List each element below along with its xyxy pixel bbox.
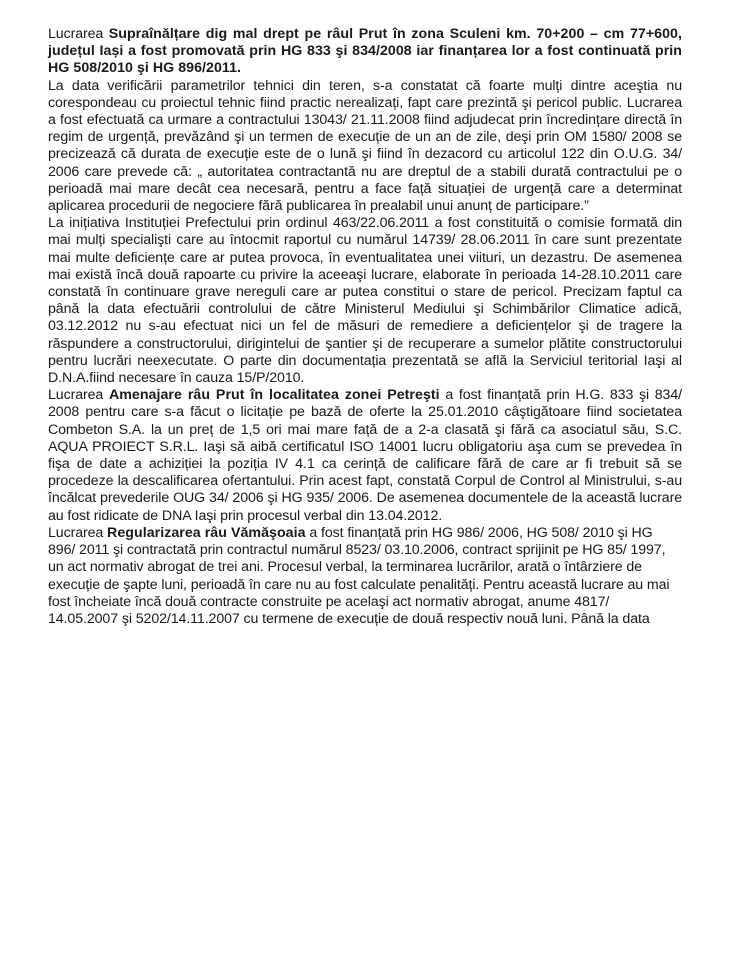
paragraph-prefect-initiative (48, 215, 682, 387)
paragraph-body: La data verificării parametrilor tehnici din teren, s-a constatat că foarte mulți dintre aceştia nu corespondeau cu proiectul tehnic fiind practic nerealizați, fapt care prezintă şi pericol public. Lucrarea a fost efectuată ca urmare a contractului 13043/ 21.11.2008 fiind adjudecat prin încredințare directă în regim de urgență, prevăzând şi un termen de execuție de un an de zile, deşi prin OM 1580/ 2008 se precizează că durata de execuție este de o lună şi fiind în dezacord cu articolul 122 din O.U.G. 34/ 2006 care prevede că: „ autoritatea contractantă nu are dreptul de a stabili durată contractului pe o perioadă mai mare decât cea necesară, pentru a face față situației de urgență care a determinat aplicarea procedurii de negociere fără publicarea în prealabil unui anunț de participare.” (48, 77, 682, 215)
paragraph-lead: Lucrarea (48, 387, 109, 404)
paragraph-body: a fost finanțată prin HG 986/ 2006, HG 508/ 2010 şi HG 896/ 2011 şi contractată prin contractul numărul 8523/ 03.10.2006, contract sprijinit pe HG 85/ 1997, un act normativ abrogat de trei ani. Procesul verbal, la terminarea lucrărilor, arată o întârziere de execuție de şapte luni, perioadă în care nu au fost calculate penalități. Pentru această lucrare au mai fost încheiate încă două contracte construite pe acelaşi act normativ abrogat, anume 4817/ 14.05.2007 şi 5202/14.11.2007 cu termene de execuție de două respectiv nouă luni. Până la data (48, 524, 670, 627)
paragraph-verification (48, 78, 682, 216)
project-title-sculeni: Supraînălțare dig mal drept pe râul Prut în zona Sculeni km. 70+200 – cm 77+600, județul Iași a fost promovată prin HG 833 şi 834/2008 iar finanțarea lor a fost continuată prin HG 508/2010 şi HG 896/2011. (48, 26, 682, 77)
document-page (48, 26, 682, 628)
paragraph-lead: Lucrarea (48, 524, 108, 541)
paragraph-body: La inițiativa Instituției Prefectului prin ordinul 463/22.06.2011 a fost constituită o comisie formată din mai mulți specialişti care au întocmit raportul cu numărul 14739/ 28.06.2011 în care sunt prezentate mai multe deficiențe care ar putea provoca, în eventualitatea unei viituri, un dezastru. De asemenea mai există încă două rapoarte cu privire la aceeaşi lucrare, elaborate în perioada 14-28.10.2011 care constată în continuare grave nereguli care ar putea constitui o stare de pericol. Precizam faptul ca până la data efectuării controlului de către Ministerul Mediului şi Schimbărilor Climatice adică, 03.12.2012 nu s-au efectuat nici un fel de măsuri de remediere a deficiențelor şi de tragere la răspundere a constructorului, dirigintelui de şantier şi de recuperare a sumelor plătite constructorului pentru lucrări neexecutate. O parte din documentația prezentată se află la Serviciul teritorial Iaşi al D.N.A.fiind necesare în cauza 15/P/2010. (48, 215, 682, 387)
paragraph-vamasoaia (48, 525, 682, 628)
paragraph-sculeni (48, 26, 682, 78)
project-title-vamasoaia: Regularizarea râu Vămăşoaia (107, 524, 306, 541)
paragraph-body: a fost finanțată prin H.G. 833 şi 834/ 2008 pentru care s-a făcut o licitație pe bază de oferte la 25.01.2010 câştigătoare fiind societatea Combeton S.A. la un preț de 1,5 ori mai mare față de a 2-a clasată şi fără ca asociatul său, S.C. AQUA PROIECT S.R.L. Iaşi să aibă certificatul ISO 14001 lucru obligatoriu aşa cum se prevedea în fişa de date a achiziției la poziția IV 4.1 ca cerință de calificare fără de care ar fi trebuit să se procedeze la descalificarea ofertantului. Prin acest fapt, constată Corpul de Control al Ministrului, s-au încălcat prevederile OUG 34/ 2006 şi HG 935/ 2006. De asemenea documentele de la această lucrare au fost ridicate de DNA Iaşi prin procesul verbal din 13.04.2012. (48, 387, 682, 524)
project-title-petresti: Amenajare râu Prut în localitatea zonei Petreşti (108, 387, 440, 404)
paragraph-lead: Lucrarea (48, 26, 109, 42)
paragraph-petresti (48, 387, 682, 525)
